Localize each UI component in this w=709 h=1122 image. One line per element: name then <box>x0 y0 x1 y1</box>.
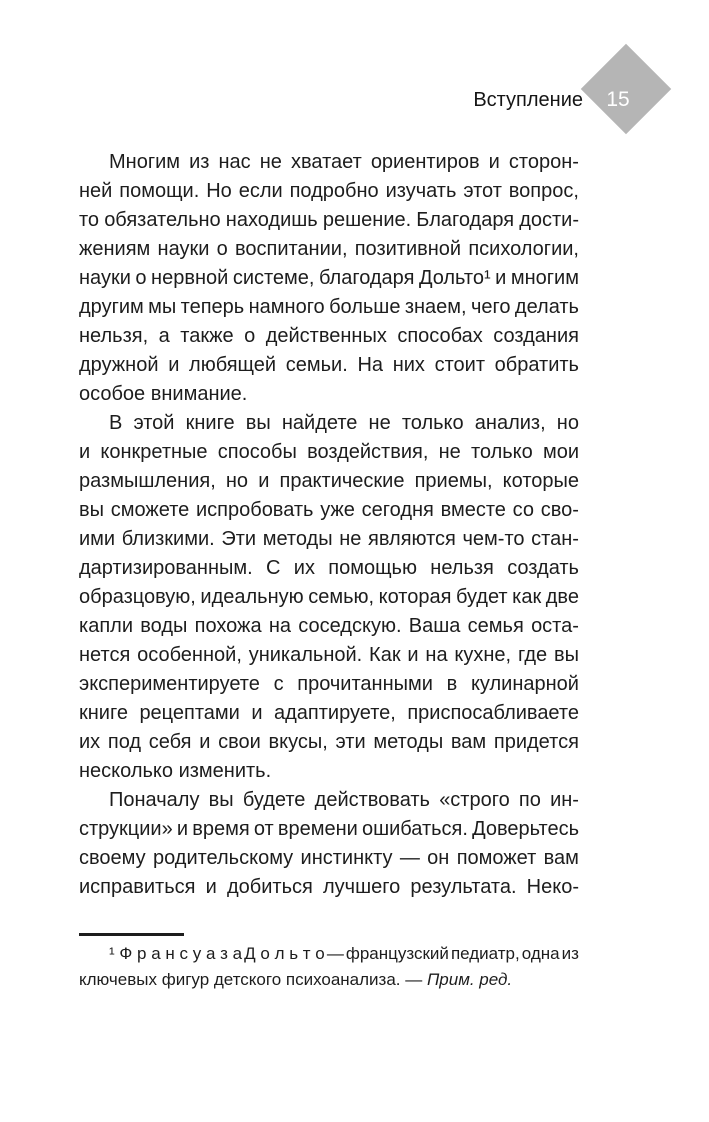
word: делать <box>514 296 579 318</box>
word: являются <box>368 528 456 550</box>
word: и <box>258 470 270 492</box>
word: системе, <box>232 267 315 289</box>
word: экспериментируете <box>79 673 260 695</box>
word: а <box>158 325 170 347</box>
word: только <box>470 441 533 463</box>
word: также <box>180 325 234 347</box>
word: идеальную <box>200 586 304 608</box>
word: не <box>368 412 391 434</box>
word: дости- <box>519 209 579 231</box>
word: на <box>268 615 291 637</box>
text-line <box>79 177 579 206</box>
word: вы <box>208 789 234 811</box>
word: капли <box>79 615 133 637</box>
word: добиться <box>226 876 313 898</box>
word: дружной <box>79 354 159 376</box>
word: анализ, <box>474 412 546 434</box>
word: — <box>399 847 420 869</box>
text-line <box>79 293 579 322</box>
text-line <box>79 583 579 612</box>
word: решение. <box>322 209 412 231</box>
word: и <box>168 354 180 376</box>
word: особенной, <box>137 644 242 666</box>
word: найдете <box>281 412 358 434</box>
word: помощью <box>328 557 417 579</box>
word: Но <box>206 180 232 202</box>
word: нервной <box>151 267 229 289</box>
word: них <box>392 354 425 376</box>
word: методы <box>373 731 444 753</box>
word: о <box>244 325 256 347</box>
word: психологии, <box>468 238 579 260</box>
word: чем-то <box>462 528 525 550</box>
paragraph <box>79 409 579 786</box>
footnote-rule <box>79 933 184 936</box>
word: родительскому <box>152 847 294 869</box>
word: придется <box>493 731 579 753</box>
text-line <box>79 670 579 699</box>
word: вместе <box>440 499 506 521</box>
text-line <box>79 496 579 525</box>
word: «строго <box>439 789 510 811</box>
word: помощи. <box>119 180 200 202</box>
word: теперь <box>180 296 245 318</box>
word: и <box>199 731 211 753</box>
word: Как <box>369 644 401 666</box>
word: нас <box>218 151 251 173</box>
word: не <box>438 441 461 463</box>
word: из <box>561 944 579 963</box>
word: Д о л ь т о <box>244 944 325 963</box>
word: и <box>176 818 189 840</box>
paragraph <box>79 786 579 902</box>
word: сторон- <box>508 151 579 173</box>
chapter-title: Вступление <box>473 89 583 111</box>
word: и <box>79 441 91 463</box>
word: и <box>251 702 263 724</box>
word: нельзя <box>430 557 494 579</box>
footnote-line-2 <box>79 967 579 993</box>
word: близкими. <box>121 528 215 550</box>
word: способы <box>217 441 297 463</box>
word: вы <box>245 412 271 434</box>
word: методы <box>262 528 333 550</box>
word: ошибаться. <box>361 818 468 840</box>
word: семьи. <box>285 354 348 376</box>
word: дартизированным. <box>79 557 253 579</box>
word: находишь <box>225 209 318 231</box>
word: рецептами <box>139 702 240 724</box>
word: науки <box>157 238 210 260</box>
text-line <box>79 438 579 467</box>
word: он <box>427 847 450 869</box>
word: В <box>109 412 123 434</box>
word: Доверьтесь <box>472 818 579 840</box>
word: вкусы, <box>268 731 328 753</box>
text-line: несколько изменить. <box>79 760 272 782</box>
word: то <box>79 209 100 231</box>
word: изучать <box>385 180 457 202</box>
word: на <box>425 644 448 666</box>
text-line <box>79 525 579 554</box>
word: подробно <box>289 180 379 202</box>
word: семья <box>467 615 524 637</box>
word: Поначалу <box>109 789 200 811</box>
word: будете <box>242 789 306 811</box>
word: сегодня <box>361 499 434 521</box>
word: — <box>326 944 344 963</box>
word: многим <box>510 267 579 289</box>
text-line <box>79 554 579 583</box>
word: Многим <box>109 151 181 173</box>
word: о <box>135 267 147 289</box>
word: ими <box>79 528 116 550</box>
word: образцовую, <box>79 586 196 608</box>
word: поможет <box>456 847 537 869</box>
word: ин- <box>550 789 579 811</box>
word: хватает <box>290 151 362 173</box>
text-line <box>79 206 579 235</box>
text-line <box>79 467 579 496</box>
word: воспитании, <box>234 238 348 260</box>
word: свои <box>218 731 261 753</box>
word: стан- <box>531 528 579 550</box>
word: с <box>273 673 284 695</box>
word: французский <box>345 944 449 963</box>
word: С <box>266 557 281 579</box>
word: будет <box>455 586 508 608</box>
word: Неко- <box>526 876 579 898</box>
word: результата. <box>410 876 517 898</box>
word: создать <box>507 557 579 579</box>
word: если <box>238 180 283 202</box>
word: нется <box>79 644 131 666</box>
word: и <box>205 876 217 898</box>
paragraph <box>79 148 579 409</box>
word: этот <box>463 180 502 202</box>
body-text <box>79 148 579 902</box>
word: которая <box>378 586 452 608</box>
word: не <box>259 151 282 173</box>
word: по <box>518 789 541 811</box>
text-line <box>79 699 579 728</box>
word: только <box>401 412 464 434</box>
text-line <box>79 148 579 177</box>
word: где <box>517 644 548 666</box>
text-line <box>79 612 579 641</box>
footnote-editor-note: Прим. ред. <box>426 970 513 989</box>
word: вопрос, <box>508 180 579 202</box>
word: кухне, <box>454 644 512 666</box>
word: Ваша <box>408 615 461 637</box>
footnote-text: ключевых фигур детского психоанализа. — <box>79 970 427 989</box>
word: конкретные <box>100 441 208 463</box>
word: от <box>253 818 274 840</box>
word: сво- <box>540 499 579 521</box>
word: сможете <box>110 499 190 521</box>
word: уже <box>320 499 355 521</box>
word: одна <box>521 944 560 963</box>
word: их <box>79 731 101 753</box>
text-line <box>79 264 579 293</box>
word: времени <box>277 818 358 840</box>
word: любящей <box>189 354 277 376</box>
word: науки <box>79 267 131 289</box>
word: педиатр, <box>450 944 520 963</box>
word: создания <box>493 325 579 347</box>
word: этой <box>133 412 175 434</box>
text-line <box>79 728 579 757</box>
word: позитивной <box>354 238 462 260</box>
word: вам <box>450 731 487 753</box>
text-line <box>79 786 579 815</box>
word: исправиться <box>79 876 196 898</box>
word: мои <box>542 441 579 463</box>
text-line <box>79 235 579 264</box>
word: похожа <box>194 615 262 637</box>
word: и <box>488 151 500 173</box>
word: но <box>225 470 249 492</box>
word: и <box>495 267 507 289</box>
word: вы <box>79 499 104 521</box>
word: ориентиров <box>370 151 480 173</box>
word: книге <box>185 412 235 434</box>
text-line <box>79 844 579 873</box>
word: стоит <box>434 354 485 376</box>
word: ¹ Ф р а н с у а з а <box>109 944 243 963</box>
word: намного <box>248 296 325 318</box>
text-line <box>79 409 579 438</box>
word: которые <box>502 470 579 492</box>
word: их <box>293 557 315 579</box>
word: под <box>107 731 142 753</box>
word: На <box>357 354 384 376</box>
word: действовать <box>314 789 430 811</box>
word: воздействия, <box>307 441 429 463</box>
word: инстинкту <box>300 847 393 869</box>
text-line <box>79 641 579 670</box>
text-line: особое внимание. <box>79 383 248 405</box>
word: чего <box>471 296 511 318</box>
word: две <box>545 586 579 608</box>
word: о <box>216 238 228 260</box>
word: испробовать <box>195 499 314 521</box>
text-line <box>79 351 579 380</box>
text-line <box>79 322 579 351</box>
word: больше <box>329 296 401 318</box>
word: обратить <box>494 354 579 376</box>
word: приспосабливаете <box>407 702 579 724</box>
word: прочитанными <box>297 673 433 695</box>
word: струкции» <box>79 818 173 840</box>
word: соседскую. <box>298 615 402 637</box>
word: ней <box>79 180 113 202</box>
word: со <box>512 499 535 521</box>
word: вам <box>543 847 579 869</box>
word: оста- <box>531 615 579 637</box>
word: вы <box>553 644 579 666</box>
word: но <box>556 412 579 434</box>
page-number: 15 <box>606 88 630 111</box>
word: размышления, <box>79 470 216 492</box>
text-line <box>79 873 579 902</box>
word: кулинарной <box>470 673 579 695</box>
word: своему <box>79 847 146 869</box>
word: действенных <box>265 325 387 347</box>
word: Дольто¹ <box>418 267 491 289</box>
word: воды <box>140 615 188 637</box>
word: благодаря <box>319 267 415 289</box>
word: как <box>512 586 542 608</box>
footnote-line-1 <box>79 941 579 967</box>
word: из <box>189 151 210 173</box>
word: мы <box>148 296 177 318</box>
text-line <box>79 815 579 844</box>
word: семью, <box>308 586 375 608</box>
footnote <box>79 941 579 993</box>
word: другим <box>79 296 144 318</box>
word: эти <box>335 731 366 753</box>
word: время <box>192 818 250 840</box>
word: адаптируете, <box>274 702 396 724</box>
word: в <box>446 673 458 695</box>
word: практические <box>279 470 405 492</box>
word: Эти <box>221 528 257 550</box>
word: книге <box>79 702 128 724</box>
word: себя <box>148 731 192 753</box>
word: способах <box>397 325 483 347</box>
word: и <box>407 644 419 666</box>
word: жениям <box>79 238 151 260</box>
word: обязательно <box>104 209 221 231</box>
word: знаем, <box>404 296 467 318</box>
word: нельзя, <box>79 325 149 347</box>
word: приемы, <box>414 470 493 492</box>
word: Благодаря <box>416 209 515 231</box>
word: не <box>339 528 362 550</box>
word: уникальной. <box>248 644 363 666</box>
word: лучшего <box>323 876 401 898</box>
